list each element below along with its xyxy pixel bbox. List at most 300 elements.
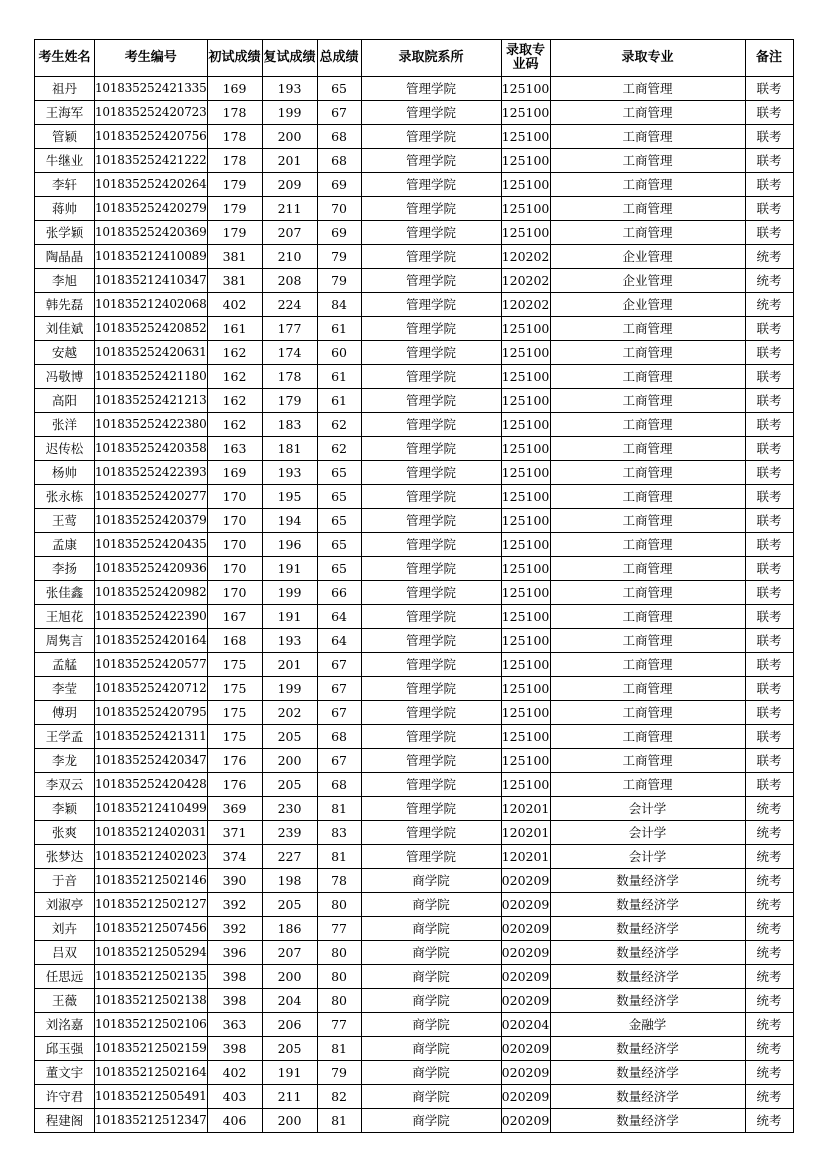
cell-total-score: 81 bbox=[317, 1037, 361, 1061]
cell-initial-score: 363 bbox=[207, 1013, 262, 1037]
cell-name: 张洋 bbox=[35, 413, 95, 437]
cell-major: 金融学 bbox=[550, 1013, 745, 1037]
cell-retest-score: 194 bbox=[262, 509, 317, 533]
cell-note: 联考 bbox=[745, 413, 793, 437]
cell-note: 统考 bbox=[745, 1085, 793, 1109]
cell-department: 商学院 bbox=[361, 917, 501, 941]
cell-total-score: 79 bbox=[317, 269, 361, 293]
cell-initial-score: 170 bbox=[207, 581, 262, 605]
cell-note: 统考 bbox=[745, 1061, 793, 1085]
cell-department: 商学院 bbox=[361, 1085, 501, 1109]
cell-total-score: 77 bbox=[317, 917, 361, 941]
cell-department: 管理学院 bbox=[361, 533, 501, 557]
table-row bbox=[35, 293, 794, 317]
cell-name: 王莺 bbox=[35, 509, 95, 533]
cell-department: 管理学院 bbox=[361, 365, 501, 389]
cell-name: 李双云 bbox=[35, 773, 95, 797]
table-row bbox=[35, 101, 794, 125]
cell-id: 101835252420358 bbox=[95, 437, 208, 461]
cell-major: 会计学 bbox=[550, 797, 745, 821]
table-row bbox=[35, 1013, 794, 1037]
cell-major-code: 120201 bbox=[501, 797, 550, 821]
cell-retest-score: 179 bbox=[262, 389, 317, 413]
cell-name: 李颖 bbox=[35, 797, 95, 821]
table-row bbox=[35, 509, 794, 533]
cell-id: 101835252420756 bbox=[95, 125, 208, 149]
cell-major-code: 020209 bbox=[501, 1061, 550, 1085]
cell-major: 工商管理 bbox=[550, 533, 745, 557]
cell-name: 董文宇 bbox=[35, 1061, 95, 1085]
cell-note: 联考 bbox=[745, 557, 793, 581]
cell-name: 李旭 bbox=[35, 269, 95, 293]
cell-id: 101835252420631 bbox=[95, 341, 208, 365]
cell-retest-score: 198 bbox=[262, 869, 317, 893]
cell-note: 统考 bbox=[745, 269, 793, 293]
cell-initial-score: 168 bbox=[207, 629, 262, 653]
cell-department: 管理学院 bbox=[361, 845, 501, 869]
cell-department: 管理学院 bbox=[361, 461, 501, 485]
cell-name: 邱玉强 bbox=[35, 1037, 95, 1061]
cell-total-score: 65 bbox=[317, 557, 361, 581]
cell-department: 管理学院 bbox=[361, 149, 501, 173]
table-row bbox=[35, 941, 794, 965]
cell-total-score: 80 bbox=[317, 893, 361, 917]
cell-note: 联考 bbox=[745, 725, 793, 749]
cell-retest-score: 191 bbox=[262, 1061, 317, 1085]
cell-total-score: 68 bbox=[317, 149, 361, 173]
cell-note: 联考 bbox=[745, 749, 793, 773]
cell-id: 101835252421213 bbox=[95, 389, 208, 413]
cell-major-code: 125100 bbox=[501, 389, 550, 413]
cell-total-score: 68 bbox=[317, 773, 361, 797]
cell-id: 101835212502135 bbox=[95, 965, 208, 989]
cell-name: 冯敬博 bbox=[35, 365, 95, 389]
cell-initial-score: 167 bbox=[207, 605, 262, 629]
table-row bbox=[35, 749, 794, 773]
cell-major-code: 125100 bbox=[501, 77, 550, 101]
cell-initial-score: 390 bbox=[207, 869, 262, 893]
cell-initial-score: 175 bbox=[207, 701, 262, 725]
cell-department: 管理学院 bbox=[361, 821, 501, 845]
cell-major-code: 020209 bbox=[501, 917, 550, 941]
cell-initial-score: 371 bbox=[207, 821, 262, 845]
cell-retest-score: 206 bbox=[262, 1013, 317, 1037]
table-row bbox=[35, 869, 794, 893]
cell-department: 管理学院 bbox=[361, 413, 501, 437]
col-header-name: 考生姓名 bbox=[35, 40, 95, 77]
cell-major: 企业管理 bbox=[550, 293, 745, 317]
table-row bbox=[35, 581, 794, 605]
cell-department: 管理学院 bbox=[361, 677, 501, 701]
cell-total-score: 66 bbox=[317, 581, 361, 605]
cell-note: 统考 bbox=[745, 797, 793, 821]
cell-name: 孟康 bbox=[35, 533, 95, 557]
cell-retest-score: 201 bbox=[262, 653, 317, 677]
cell-total-score: 67 bbox=[317, 701, 361, 725]
cell-major: 工商管理 bbox=[550, 101, 745, 125]
cell-note: 统考 bbox=[745, 293, 793, 317]
table-row bbox=[35, 317, 794, 341]
cell-note: 联考 bbox=[745, 365, 793, 389]
cell-note: 统考 bbox=[745, 965, 793, 989]
cell-major-code: 125100 bbox=[501, 581, 550, 605]
cell-retest-score: 224 bbox=[262, 293, 317, 317]
cell-major-code: 020204 bbox=[501, 1013, 550, 1037]
table-row bbox=[35, 461, 794, 485]
cell-name: 张爽 bbox=[35, 821, 95, 845]
table-row bbox=[35, 149, 794, 173]
cell-total-score: 62 bbox=[317, 413, 361, 437]
cell-initial-score: 163 bbox=[207, 437, 262, 461]
table-row bbox=[35, 917, 794, 941]
cell-retest-score: 191 bbox=[262, 557, 317, 581]
cell-department: 管理学院 bbox=[361, 341, 501, 365]
cell-major-code: 125100 bbox=[501, 173, 550, 197]
cell-major-code: 125100 bbox=[501, 341, 550, 365]
cell-note: 联考 bbox=[745, 581, 793, 605]
cell-total-score: 82 bbox=[317, 1085, 361, 1109]
cell-id: 101835212505491 bbox=[95, 1085, 208, 1109]
cell-retest-score: 202 bbox=[262, 701, 317, 725]
cell-major: 工商管理 bbox=[550, 461, 745, 485]
cell-department: 商学院 bbox=[361, 1013, 501, 1037]
cell-name: 王薇 bbox=[35, 989, 95, 1013]
cell-major: 企业管理 bbox=[550, 245, 745, 269]
cell-total-score: 64 bbox=[317, 629, 361, 653]
cell-major-code: 125100 bbox=[501, 605, 550, 629]
cell-department: 商学院 bbox=[361, 869, 501, 893]
cell-major-code: 020209 bbox=[501, 1085, 550, 1109]
cell-major-code: 125100 bbox=[501, 437, 550, 461]
col-header-note: 备注 bbox=[745, 40, 793, 77]
cell-initial-score: 396 bbox=[207, 941, 262, 965]
cell-initial-score: 169 bbox=[207, 77, 262, 101]
cell-major: 工商管理 bbox=[550, 221, 745, 245]
cell-department: 管理学院 bbox=[361, 797, 501, 821]
cell-major-code: 125100 bbox=[501, 653, 550, 677]
cell-note: 统考 bbox=[745, 893, 793, 917]
cell-id: 101835252420279 bbox=[95, 197, 208, 221]
cell-name: 张梦达 bbox=[35, 845, 95, 869]
cell-department: 管理学院 bbox=[361, 581, 501, 605]
cell-department: 管理学院 bbox=[361, 605, 501, 629]
cell-major-code: 125100 bbox=[501, 629, 550, 653]
cell-id: 101835212410347 bbox=[95, 269, 208, 293]
cell-note: 统考 bbox=[745, 1037, 793, 1061]
cell-name: 许守君 bbox=[35, 1085, 95, 1109]
cell-note: 统考 bbox=[745, 1109, 793, 1133]
cell-department: 商学院 bbox=[361, 1037, 501, 1061]
cell-major-code: 020209 bbox=[501, 1109, 550, 1133]
cell-initial-score: 170 bbox=[207, 533, 262, 557]
table-row bbox=[35, 1109, 794, 1133]
cell-id: 101835212410499 bbox=[95, 797, 208, 821]
cell-name: 孟艋 bbox=[35, 653, 95, 677]
cell-total-score: 67 bbox=[317, 749, 361, 773]
cell-initial-score: 179 bbox=[207, 173, 262, 197]
table-row bbox=[35, 629, 794, 653]
cell-total-score: 68 bbox=[317, 725, 361, 749]
cell-major-code: 125100 bbox=[501, 317, 550, 341]
cell-initial-score: 398 bbox=[207, 1037, 262, 1061]
table-row bbox=[35, 893, 794, 917]
cell-id: 101835252420435 bbox=[95, 533, 208, 557]
cell-name: 杨帅 bbox=[35, 461, 95, 485]
cell-major: 数量经济学 bbox=[550, 1109, 745, 1133]
cell-name: 吕双 bbox=[35, 941, 95, 965]
cell-department: 管理学院 bbox=[361, 173, 501, 197]
cell-major: 工商管理 bbox=[550, 653, 745, 677]
cell-department: 商学院 bbox=[361, 941, 501, 965]
cell-retest-score: 209 bbox=[262, 173, 317, 197]
table-row bbox=[35, 197, 794, 221]
cell-id: 101835252420428 bbox=[95, 773, 208, 797]
cell-note: 联考 bbox=[745, 125, 793, 149]
cell-initial-score: 179 bbox=[207, 197, 262, 221]
cell-name: 李扬 bbox=[35, 557, 95, 581]
cell-major-code: 020209 bbox=[501, 989, 550, 1013]
cell-total-score: 81 bbox=[317, 797, 361, 821]
cell-note: 联考 bbox=[745, 341, 793, 365]
cell-retest-score: 207 bbox=[262, 221, 317, 245]
cell-name: 傅玥 bbox=[35, 701, 95, 725]
cell-name: 刘洺嘉 bbox=[35, 1013, 95, 1037]
cell-id: 101835252420164 bbox=[95, 629, 208, 653]
cell-retest-score: 200 bbox=[262, 125, 317, 149]
cell-retest-score: 211 bbox=[262, 1085, 317, 1109]
cell-note: 联考 bbox=[745, 677, 793, 701]
cell-id: 101835212502164 bbox=[95, 1061, 208, 1085]
cell-major-code: 125100 bbox=[501, 197, 550, 221]
cell-retest-score: 205 bbox=[262, 893, 317, 917]
cell-total-score: 84 bbox=[317, 293, 361, 317]
cell-id: 101835252422393 bbox=[95, 461, 208, 485]
col-header-total-score: 总成绩 bbox=[317, 40, 361, 77]
cell-initial-score: 398 bbox=[207, 965, 262, 989]
cell-note: 联考 bbox=[745, 221, 793, 245]
cell-department: 管理学院 bbox=[361, 653, 501, 677]
cell-initial-score: 381 bbox=[207, 245, 262, 269]
cell-major: 工商管理 bbox=[550, 701, 745, 725]
cell-initial-score: 392 bbox=[207, 893, 262, 917]
cell-initial-score: 175 bbox=[207, 677, 262, 701]
cell-name: 周隽言 bbox=[35, 629, 95, 653]
cell-name: 李莹 bbox=[35, 677, 95, 701]
col-header-initial-score: 初试成绩 bbox=[207, 40, 262, 77]
cell-department: 管理学院 bbox=[361, 509, 501, 533]
cell-major-code: 020209 bbox=[501, 941, 550, 965]
cell-retest-score: 191 bbox=[262, 605, 317, 629]
cell-retest-score: 205 bbox=[262, 773, 317, 797]
cell-major: 工商管理 bbox=[550, 557, 745, 581]
cell-id: 101835252420347 bbox=[95, 749, 208, 773]
cell-note: 统考 bbox=[745, 869, 793, 893]
cell-initial-score: 403 bbox=[207, 1085, 262, 1109]
cell-id: 101835212502106 bbox=[95, 1013, 208, 1037]
cell-initial-score: 178 bbox=[207, 125, 262, 149]
cell-total-score: 65 bbox=[317, 77, 361, 101]
cell-department: 管理学院 bbox=[361, 197, 501, 221]
cell-name: 陶晶晶 bbox=[35, 245, 95, 269]
cell-total-score: 67 bbox=[317, 677, 361, 701]
cell-name: 张永栋 bbox=[35, 485, 95, 509]
table-row bbox=[35, 845, 794, 869]
cell-major: 工商管理 bbox=[550, 509, 745, 533]
cell-retest-score: 178 bbox=[262, 365, 317, 389]
table-row bbox=[35, 77, 794, 101]
table-row bbox=[35, 653, 794, 677]
cell-total-score: 83 bbox=[317, 821, 361, 845]
table-row bbox=[35, 1085, 794, 1109]
cell-department: 商学院 bbox=[361, 965, 501, 989]
cell-total-score: 65 bbox=[317, 533, 361, 557]
col-header-department: 录取院系所 bbox=[361, 40, 501, 77]
cell-major-code: 125100 bbox=[501, 149, 550, 173]
cell-retest-score: 186 bbox=[262, 917, 317, 941]
table-row bbox=[35, 365, 794, 389]
cell-total-score: 67 bbox=[317, 101, 361, 125]
cell-note: 统考 bbox=[745, 245, 793, 269]
cell-note: 统考 bbox=[745, 821, 793, 845]
cell-name: 刘卉 bbox=[35, 917, 95, 941]
cell-initial-score: 162 bbox=[207, 413, 262, 437]
cell-major-code: 125100 bbox=[501, 509, 550, 533]
cell-retest-score: 208 bbox=[262, 269, 317, 293]
cell-retest-score: 207 bbox=[262, 941, 317, 965]
cell-department: 管理学院 bbox=[361, 749, 501, 773]
cell-major: 工商管理 bbox=[550, 365, 745, 389]
cell-total-score: 81 bbox=[317, 845, 361, 869]
cell-department: 管理学院 bbox=[361, 245, 501, 269]
cell-total-score: 80 bbox=[317, 941, 361, 965]
cell-total-score: 80 bbox=[317, 965, 361, 989]
cell-initial-score: 369 bbox=[207, 797, 262, 821]
cell-name: 于音 bbox=[35, 869, 95, 893]
cell-name: 安越 bbox=[35, 341, 95, 365]
cell-retest-score: 211 bbox=[262, 197, 317, 221]
cell-major-code: 120202 bbox=[501, 293, 550, 317]
cell-department: 管理学院 bbox=[361, 317, 501, 341]
table-row bbox=[35, 173, 794, 197]
cell-initial-score: 162 bbox=[207, 365, 262, 389]
cell-total-score: 68 bbox=[317, 125, 361, 149]
cell-id: 101835252421180 bbox=[95, 365, 208, 389]
cell-major-code: 020209 bbox=[501, 1037, 550, 1061]
table-row bbox=[35, 413, 794, 437]
cell-major: 工商管理 bbox=[550, 149, 745, 173]
cell-initial-score: 178 bbox=[207, 101, 262, 125]
cell-major: 工商管理 bbox=[550, 485, 745, 509]
cell-major-code: 125100 bbox=[501, 749, 550, 773]
cell-note: 联考 bbox=[745, 605, 793, 629]
table-row bbox=[35, 1037, 794, 1061]
cell-note: 联考 bbox=[745, 653, 793, 677]
cell-initial-score: 402 bbox=[207, 293, 262, 317]
cell-note: 统考 bbox=[745, 1013, 793, 1037]
cell-name: 高阳 bbox=[35, 389, 95, 413]
cell-major-code: 020209 bbox=[501, 869, 550, 893]
cell-retest-score: 205 bbox=[262, 1037, 317, 1061]
cell-retest-score: 200 bbox=[262, 749, 317, 773]
cell-total-score: 65 bbox=[317, 509, 361, 533]
cell-id: 101835212410089 bbox=[95, 245, 208, 269]
cell-note: 联考 bbox=[745, 773, 793, 797]
cell-initial-score: 170 bbox=[207, 509, 262, 533]
cell-major: 数量经济学 bbox=[550, 893, 745, 917]
cell-id: 101835212502159 bbox=[95, 1037, 208, 1061]
col-header-id: 考生编号 bbox=[95, 40, 208, 77]
cell-name: 李轩 bbox=[35, 173, 95, 197]
cell-id: 101835252422390 bbox=[95, 605, 208, 629]
cell-note: 联考 bbox=[745, 437, 793, 461]
cell-retest-score: 200 bbox=[262, 965, 317, 989]
cell-major: 数量经济学 bbox=[550, 1085, 745, 1109]
cell-major-code: 120201 bbox=[501, 845, 550, 869]
cell-total-score: 69 bbox=[317, 173, 361, 197]
cell-note: 联考 bbox=[745, 317, 793, 341]
cell-id: 101835252420577 bbox=[95, 653, 208, 677]
cell-major: 工商管理 bbox=[550, 629, 745, 653]
cell-name: 刘淑亭 bbox=[35, 893, 95, 917]
cell-name: 任思远 bbox=[35, 965, 95, 989]
cell-major-code: 125100 bbox=[501, 773, 550, 797]
cell-initial-score: 402 bbox=[207, 1061, 262, 1085]
cell-note: 联考 bbox=[745, 701, 793, 725]
cell-id: 101835212502138 bbox=[95, 989, 208, 1013]
cell-id: 101835212402031 bbox=[95, 821, 208, 845]
cell-total-score: 80 bbox=[317, 989, 361, 1013]
cell-major: 工商管理 bbox=[550, 581, 745, 605]
table-row bbox=[35, 821, 794, 845]
cell-major-code: 125100 bbox=[501, 485, 550, 509]
cell-major-code: 125100 bbox=[501, 101, 550, 125]
cell-note: 联考 bbox=[745, 101, 793, 125]
cell-major: 工商管理 bbox=[550, 725, 745, 749]
cell-name: 韩先磊 bbox=[35, 293, 95, 317]
cell-initial-score: 170 bbox=[207, 485, 262, 509]
cell-retest-score: 193 bbox=[262, 77, 317, 101]
cell-id: 101835212402023 bbox=[95, 845, 208, 869]
table-row bbox=[35, 485, 794, 509]
cell-retest-score: 183 bbox=[262, 413, 317, 437]
cell-department: 管理学院 bbox=[361, 485, 501, 509]
cell-note: 联考 bbox=[745, 197, 793, 221]
cell-total-score: 61 bbox=[317, 317, 361, 341]
cell-department: 管理学院 bbox=[361, 221, 501, 245]
table-row bbox=[35, 125, 794, 149]
cell-initial-score: 169 bbox=[207, 461, 262, 485]
cell-total-score: 81 bbox=[317, 1109, 361, 1133]
cell-department: 管理学院 bbox=[361, 101, 501, 125]
cell-department: 管理学院 bbox=[361, 293, 501, 317]
table-row bbox=[35, 533, 794, 557]
cell-major: 工商管理 bbox=[550, 77, 745, 101]
cell-retest-score: 199 bbox=[262, 677, 317, 701]
cell-major: 工商管理 bbox=[550, 341, 745, 365]
cell-name: 王旭花 bbox=[35, 605, 95, 629]
cell-department: 商学院 bbox=[361, 893, 501, 917]
cell-total-score: 67 bbox=[317, 653, 361, 677]
cell-major: 工商管理 bbox=[550, 605, 745, 629]
table-row bbox=[35, 221, 794, 245]
cell-id: 101835252420277 bbox=[95, 485, 208, 509]
cell-id: 101835212402068 bbox=[95, 293, 208, 317]
cell-id: 101835252420723 bbox=[95, 101, 208, 125]
cell-note: 统考 bbox=[745, 917, 793, 941]
cell-id: 101835252420795 bbox=[95, 701, 208, 725]
cell-note: 联考 bbox=[745, 629, 793, 653]
cell-major-code: 125100 bbox=[501, 125, 550, 149]
